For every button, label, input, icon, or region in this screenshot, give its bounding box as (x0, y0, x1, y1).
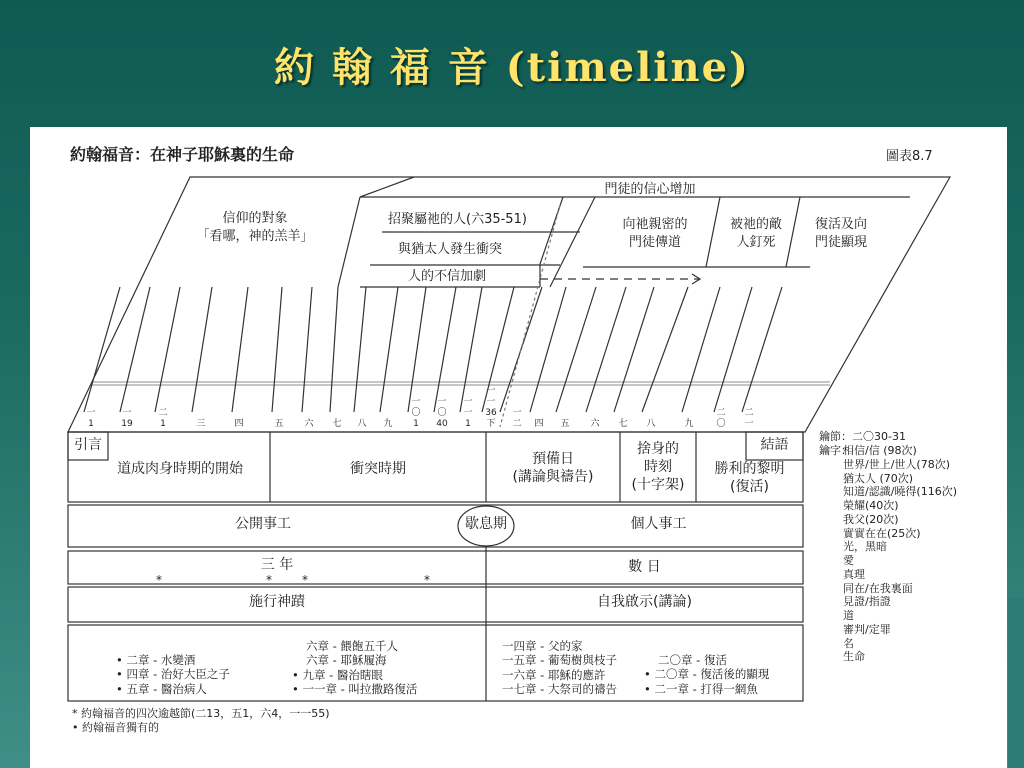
chapter-label (530, 419, 548, 430)
key-word: 愛 (843, 554, 854, 567)
chapter-label-part: 七 (332, 419, 342, 429)
key-word: 實實在在(25次) (843, 526, 921, 540)
chapter-label-part: 一 (411, 397, 421, 407)
signs-label: 施行神蹟 (249, 594, 305, 610)
chapter-label (379, 419, 397, 430)
chapter-label-part: 36 (485, 408, 497, 418)
chapter-label (328, 419, 346, 430)
unbelief-label: 人的不信加劇 (408, 269, 487, 284)
chapter-label-part: 40 (436, 419, 448, 429)
key-word: 審判/定罪 (843, 622, 891, 636)
section-sacrifice-line1: 捨身的 (637, 441, 679, 457)
key-word: 相信/信 (98次) (843, 444, 917, 457)
faith-growth-label: 門徒的信心增加 (604, 182, 696, 197)
chapter-label-part: 1 (413, 419, 419, 429)
chapter-label (482, 386, 500, 430)
signs-list-mid (292, 639, 417, 697)
key-word: 猶太人 (70次) (843, 471, 914, 485)
footnote-passover: * 約翰福音的四次逾越節(二13，五1，六4，一一55) (72, 707, 330, 720)
chapter-label (154, 408, 172, 430)
key-word: 真理 (843, 567, 865, 581)
chapter-label (433, 397, 451, 430)
list-item: 一七章 - 大祭司的禱告 (502, 682, 617, 697)
pause-period: 歇息期 (465, 516, 507, 532)
list-item: 二〇章 - 復活 (658, 653, 727, 667)
self-revelation-label: 自我啟示(講論) (597, 594, 692, 610)
list-item: • 二一章 - 打得一網魚 (644, 681, 758, 696)
chapter-label-part: 五 (274, 419, 284, 429)
list-item: • 四章 - 治好大臣之子 (116, 667, 230, 682)
key-words-label: 鑰字： (819, 444, 852, 457)
few-days: 數 日 (628, 559, 661, 575)
chapter-label-part: 19 (121, 419, 133, 429)
section-sacrifice-line2: 時刻 (644, 459, 672, 475)
chapter-label-part: 三 (196, 419, 206, 429)
key-word: 光，黑暗 (843, 540, 887, 554)
figure-label: 圖表8.7 (886, 149, 933, 164)
list-item: • 九章 - 醫治瞎眼 (292, 667, 383, 682)
chapter-label (712, 408, 730, 430)
figure-title: 約翰福音：在神子耶穌裏的生命 (70, 145, 295, 164)
three-years: 三 年 (260, 557, 294, 573)
chapter-label-part: 一 (486, 386, 496, 396)
chapter-label-part: 二 (158, 408, 168, 418)
calling-label: 招聚屬祂的人(六35-51) (388, 212, 527, 227)
list-item: 六章 - 耶穌履海 (306, 653, 387, 668)
slide-edge-decoration (1008, 598, 1024, 768)
chapter-label-part: 下 (486, 419, 496, 429)
section-sacrifice-line3: (十字架) (631, 477, 685, 493)
chapter-label-part: 九 (383, 419, 393, 429)
passover-star-2: * (266, 573, 272, 587)
chapter-label-part: 八 (357, 419, 367, 429)
key-word: 榮耀(40次) (843, 499, 899, 512)
discourse-list-right (644, 653, 769, 696)
key-word: 道 (843, 609, 854, 622)
intimate-line1: 向祂親密的 (622, 217, 688, 232)
chapter-label-part: 一 (744, 419, 754, 429)
key-word: 生命 (843, 650, 865, 664)
chapter-label (586, 419, 604, 430)
passover-star-1: * (156, 573, 162, 587)
passover-star-3: * (302, 573, 308, 587)
chapter-label-part: 1 (465, 419, 471, 429)
list-item: • 二〇章 - 復活後的顯現 (644, 667, 770, 682)
chapter-label (614, 419, 632, 430)
key-word: 名 (843, 636, 854, 650)
crucified-line1: 被祂的敵 (729, 217, 782, 232)
section-intro: 引言 (74, 437, 102, 453)
chapter-label (508, 408, 526, 430)
chapter-label-part: 八 (646, 419, 656, 429)
chapter-label-part: 二 (512, 419, 522, 429)
chapter-label (353, 419, 371, 430)
chapter-label-part: 1 (160, 419, 166, 429)
chapter-label-part: 一 (486, 397, 496, 407)
signs-list-left (116, 653, 230, 696)
key-verse: 鑰節：二〇30-31 (819, 430, 906, 443)
slide-title: 約 翰 福 音 (timeline) (274, 44, 750, 91)
list-item: 一五章 - 葡萄樹與枝子 (502, 653, 617, 668)
chapter-label (300, 419, 318, 430)
chapter-label (459, 397, 477, 430)
chapter-label-part: 二 (744, 408, 754, 418)
chapter-label-part: 七 (618, 419, 628, 429)
section-victory-line1: 勝利的黎明 (714, 461, 785, 477)
section-preparation-line1: 預備日 (532, 451, 574, 467)
section-preparation-line2: (講論與禱告) (512, 469, 594, 485)
private-ministry: 個人事工 (630, 516, 687, 532)
chapter-label-part: 一 (463, 408, 473, 418)
resurrection-line2: 門徒顯現 (814, 235, 867, 250)
chapter-label-part: 四 (234, 419, 244, 429)
chapter-label-part: 〇 (437, 408, 447, 418)
object-of-faith-line1: 信仰的對象 (222, 211, 288, 226)
section-conflict: 衝突時期 (350, 461, 406, 477)
public-ministry: 公開事工 (235, 516, 291, 532)
chapter-label-part: 一 (122, 408, 132, 418)
chapter-label (270, 419, 288, 430)
key-word: 同在/在我裏面 (843, 581, 913, 595)
chapter-label (407, 397, 425, 430)
resurrection-line1: 復活及向 (814, 217, 867, 232)
chapter-label-part: 〇 (716, 419, 726, 429)
chapter-label (82, 408, 100, 430)
figure-panel (30, 127, 1007, 768)
object-of-faith-line2: 「看哪，神的羔羊」 (196, 229, 314, 244)
list-item: 一六章 - 耶穌的應許 (502, 667, 606, 682)
chapter-label (680, 419, 698, 430)
chapter-label (230, 419, 248, 430)
section-victory-line2: (復活) (730, 479, 769, 495)
chapter-label-part: 一 (86, 408, 96, 418)
chapter-label-part: 一 (512, 408, 522, 418)
list-item: 一四章 - 父的家 (502, 639, 583, 653)
section-beginning: 道成肉身時期的開始 (117, 461, 243, 477)
chapter-label-part: 一 (437, 397, 447, 407)
conflict-jews-label: 與猶太人發生衝突 (398, 242, 503, 257)
chapter-label-part: 九 (684, 419, 694, 429)
list-item: • 一一章 - 叫拉撒路復活 (292, 682, 418, 697)
chapter-label (642, 419, 660, 430)
chapter-label-part: 四 (534, 419, 544, 429)
key-words-list (843, 444, 957, 664)
chapter-label (192, 419, 210, 430)
chapter-label (740, 408, 758, 430)
key-word: 我父(20次) (843, 512, 899, 526)
chapter-label-part: 〇 (411, 408, 421, 418)
chapter-label-part: 六 (590, 419, 600, 429)
key-word: 見證/指證 (843, 595, 891, 609)
key-word: 知道/認識/曉得(116次) (843, 485, 957, 499)
chapter-label-part: 1 (88, 419, 94, 429)
passover-star-4: * (424, 573, 430, 587)
chapter-label (118, 408, 136, 430)
section-conclusion: 結語 (760, 437, 789, 453)
chapter-label-part: 六 (304, 419, 314, 429)
chapter-label-part: 二 (716, 408, 726, 418)
discourse-list-left (502, 639, 617, 697)
chapter-label (556, 419, 574, 430)
list-item: 六章 - 餵飽五千人 (306, 639, 398, 653)
footnote-unique: • 約翰福音獨有的 (72, 721, 159, 734)
chapter-label-part: 一 (463, 397, 473, 407)
intimate-line2: 門徒傳道 (628, 235, 681, 250)
chapter-label-part: 五 (560, 419, 570, 429)
crucified-line2: 人釘死 (736, 235, 776, 250)
list-item: • 二章 - 水變酒 (116, 653, 196, 667)
list-item: • 五章 - 醫治病人 (116, 681, 207, 696)
key-word: 世界/世上/世人(78次) (843, 457, 950, 471)
